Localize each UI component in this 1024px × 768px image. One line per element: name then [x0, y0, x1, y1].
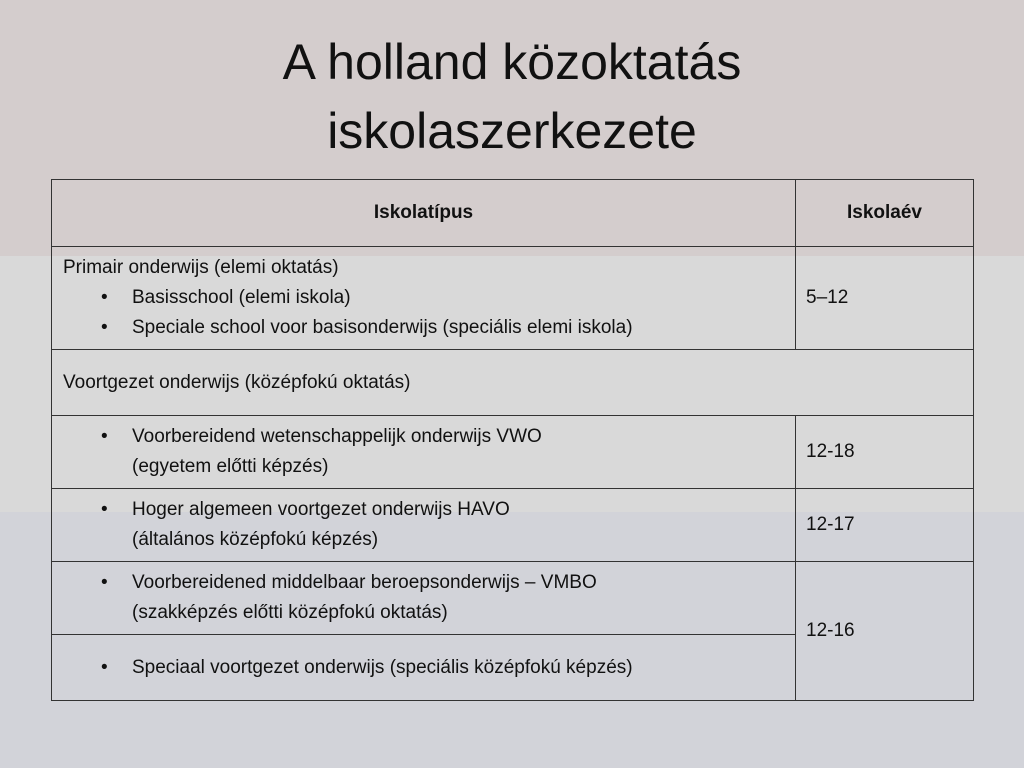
cell-vwo — [52, 416, 796, 489]
header-school-type: Iskolatípus — [52, 180, 796, 247]
table-row-secondary-heading — [52, 350, 974, 416]
table-row-havo — [52, 489, 974, 562]
slide-title-line-1: A holland közoktatás — [282, 34, 742, 90]
slide-title — [0, 28, 1024, 166]
table-row-primary — [52, 247, 974, 350]
bullet-icon: • — [101, 499, 108, 520]
cell-vmbo — [52, 562, 796, 635]
cell-vwo-years: 12-18 — [796, 416, 974, 489]
header-school-year: Iskolaév — [796, 180, 974, 247]
school-structure-table — [51, 179, 974, 701]
list-item: • Voorbereidend wetenschappelijk onderwijs VWO (egyetem előtti képzés) — [63, 422, 785, 482]
table-row-vwo — [52, 416, 974, 489]
list-item: • Basisschool (elemi iskola) — [63, 283, 785, 313]
primary-heading: Primair onderwijs (elemi oktatás) — [63, 257, 339, 278]
primary-list — [63, 283, 785, 343]
bullet-icon: • — [101, 287, 108, 308]
cell-vmbo-years: 12-16 — [796, 562, 974, 701]
cell-primary-types — [52, 247, 796, 350]
table-header-row — [52, 180, 974, 247]
list-item: • Speciale school voor basisonderwijs (speciális elemi iskola) — [63, 313, 785, 343]
list-item: • Voorbereidened middelbaar beroepsonderwijs – VMBO (szakképzés előtti középfokú oktatás) — [63, 568, 785, 628]
cell-secondary-heading: Voortgezet onderwijs (középfokú oktatás) — [52, 350, 974, 416]
list-item: • Hoger algemeen voortgezet onderwijs HAVO (általános középfokú képzés) — [63, 495, 785, 555]
bullet-icon: • — [101, 426, 108, 447]
bullet-icon: • — [101, 656, 108, 678]
cell-special-secondary — [52, 635, 796, 701]
table-row-vmbo — [52, 562, 974, 635]
cell-primary-years: 5–12 — [796, 247, 974, 350]
cell-havo-years: 12-17 — [796, 489, 974, 562]
bullet-icon: • — [101, 572, 108, 593]
slide-title-line-2: iskolaszerkezete — [327, 103, 697, 159]
cell-havo — [52, 489, 796, 562]
list-item: • Speciaal voortgezet onderwijs (speciális középfokú képzés) — [63, 653, 785, 683]
bullet-icon: • — [101, 317, 108, 338]
